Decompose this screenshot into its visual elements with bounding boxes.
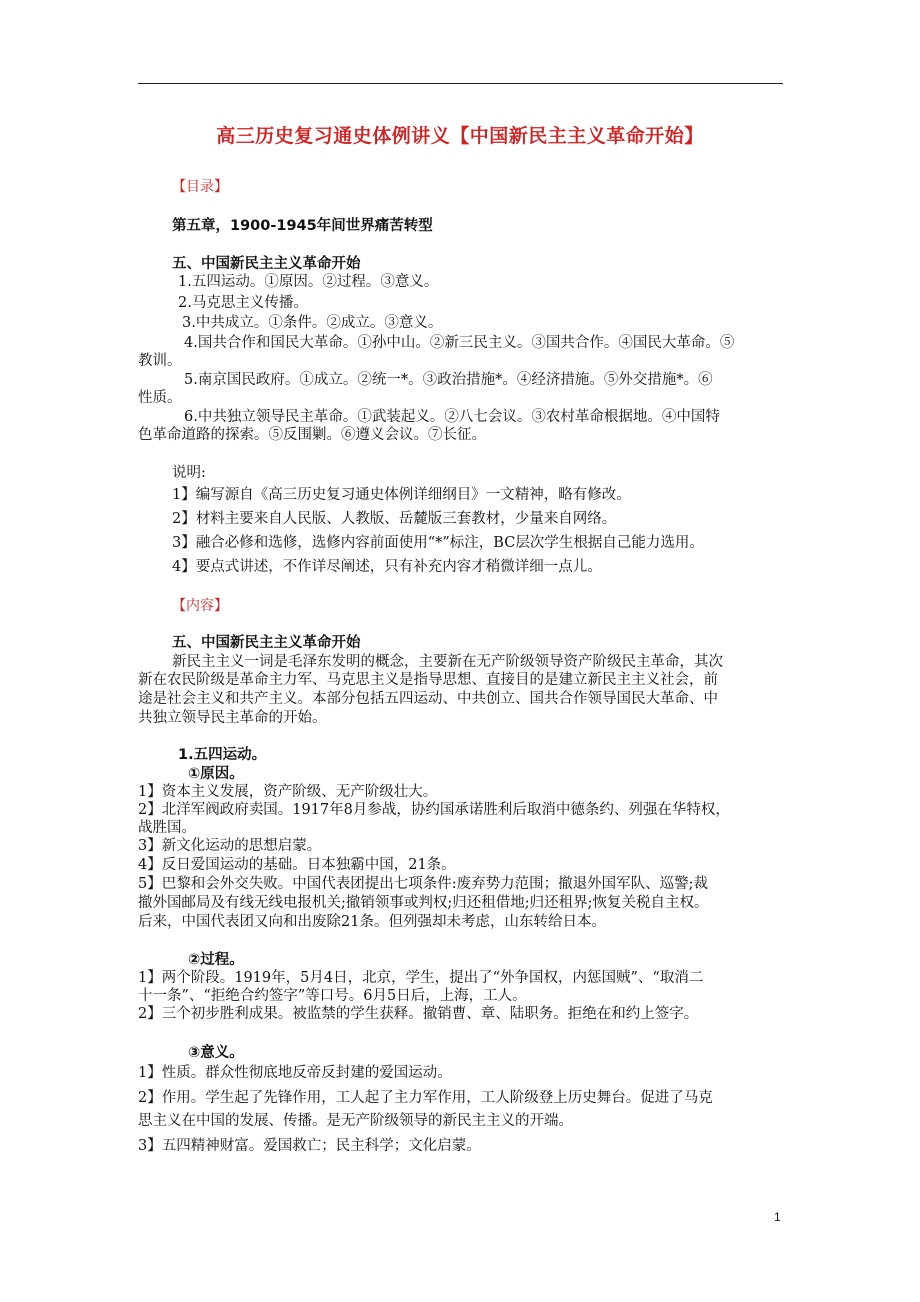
header-rule (138, 83, 783, 84)
toc-item: 性质。 (138, 390, 182, 406)
meaning-item: 1】性质。群众性彻底地反帝反封建的爱国运动。 (138, 1065, 452, 1081)
cause-item: 2】北洋军阀政府卖国。1917年8月参战，协约国承诺胜利后取消中德条约、列强在华特权， (138, 802, 730, 818)
toc-item: 1.五四运动。①原因。②过程。③意义。 (178, 274, 439, 290)
process-item: 1】两个阶段。1919年，5月4日，北京，学生，提出了“外争国权，内惩国贼”、“取消二 (138, 970, 704, 986)
meaning-item: 2】作用。学生起了先锋作用，工人起了主力军作用，工人阶级登上历史舞台。促进了马克 (138, 1090, 713, 1106)
intro-line: 共独立领导民主革命的开始。 (138, 710, 327, 726)
cause-item: 撤外国邮局及有线无线电报机关;撤销领事或判权;归还租借地;归还租界;恢复关税自主权。 (138, 895, 709, 911)
intro-line: 途是社会主义和共产主义。本部分包括五四运动、中共创立、国共合作领导国民大革命、中 (138, 691, 718, 707)
note-item: 3】融合必修和选修，选修内容前面使用“*”标注，BC层次学生根据自己能力选用。 (172, 535, 704, 551)
page-number: 1 (774, 1210, 781, 1224)
intro-line: 新在农民阶级是革命主力军、马克思主义是指导思想、直接目的是建立新民主主义社会，前 (138, 672, 718, 688)
cause-item: 后来，中国代表团又向和出废除21条。但列强却未考虑，山东转给日本。 (138, 914, 606, 930)
toc-section: 五、中国新民主主义革命开始 (172, 256, 361, 272)
toc-item: 3.中共成立。①条件。②成立。③意义。 (182, 315, 443, 331)
toc-item: 2.马克思主义传播。 (178, 295, 308, 311)
cause-item: 战胜国。 (138, 820, 196, 836)
meaning-heading: ③意义。 (188, 1045, 244, 1061)
content-section: 五、中国新民主主义革命开始 (172, 635, 361, 651)
cause-item: 4】反日爱国运动的基础。日本独霸中国，21条。 (138, 857, 456, 873)
causes-heading: ①原因。 (188, 766, 244, 782)
toc-item: 4.国共合作和国民大革命。①孙中山。②新三民主义。③国共合作。④国民大革命。⑤ (184, 335, 735, 351)
toc-item: 6.中共独立领导民主革命。①武装起义。②八七会议。③农村革命根据地。④中国特 (184, 409, 720, 425)
topic-heading: 1.五四运动。 (178, 747, 267, 763)
cause-item: 3】新文化运动的思想启蒙。 (138, 838, 322, 854)
toc-tag: 【目录】 (172, 179, 228, 195)
process-item: 2】三个初步胜利成果。被监禁的学生获释。撤销曹、章、陆职务。拒绝在和约上签字。 (138, 1006, 699, 1022)
note-item: 2】材料主要来自人民版、人教版、岳麓版三套教材，少量来自网络。 (172, 511, 617, 527)
intro-line: 新民主主义一词是毛泽东发明的概念，主要新在无产阶级领导资产阶级民主革命，其次 (172, 654, 723, 670)
toc-chapter: 第五章，1900-1945年间世界痛苦转型 (172, 218, 433, 234)
meaning-item: 思主义在中国的发展、传播。是无产阶级领导的新民主主义的开端。 (138, 1113, 573, 1129)
cause-item: 5】巴黎和会外交失败。中国代表团提出七项条件:废弃势力范围；撤退外国军队、巡警;裁 (138, 876, 708, 892)
toc-item: 5.南京国民政府。①成立。②统一*。③政治措施*。④经济措施。⑤外交措施*。⑥ (184, 372, 713, 388)
note-item: 4】要点式讲述，不作详尽阐述，只有补充内容才稍微详细一点儿。 (172, 559, 602, 575)
cause-item: 1】资本主义发展，资产阶级、无产阶级壮大。 (138, 784, 438, 800)
process-heading: ②过程。 (188, 952, 244, 968)
document-title: 高三历史复习通史体例讲义【中国新民主主义革命开始】 (216, 125, 704, 147)
note-item: 1】编写源自《高三历史复习通史体例详细纲目》一文精神，略有修改。 (172, 487, 631, 503)
notes-heading: 说明: (172, 465, 206, 481)
content-tag: 【内容】 (172, 598, 228, 614)
toc-item: 色革命道路的探索。⑤反围剿。⑥遵义会议。⑦长征。 (138, 427, 486, 443)
meaning-item: 3】五四精神财富。爱国救亡；民主科学；文化启蒙。 (138, 1138, 481, 1154)
toc-item: 教训。 (138, 353, 182, 369)
process-item: 十一条”、“拒绝合约签字”等口号。6月5日后，上海，工人。 (138, 988, 527, 1004)
